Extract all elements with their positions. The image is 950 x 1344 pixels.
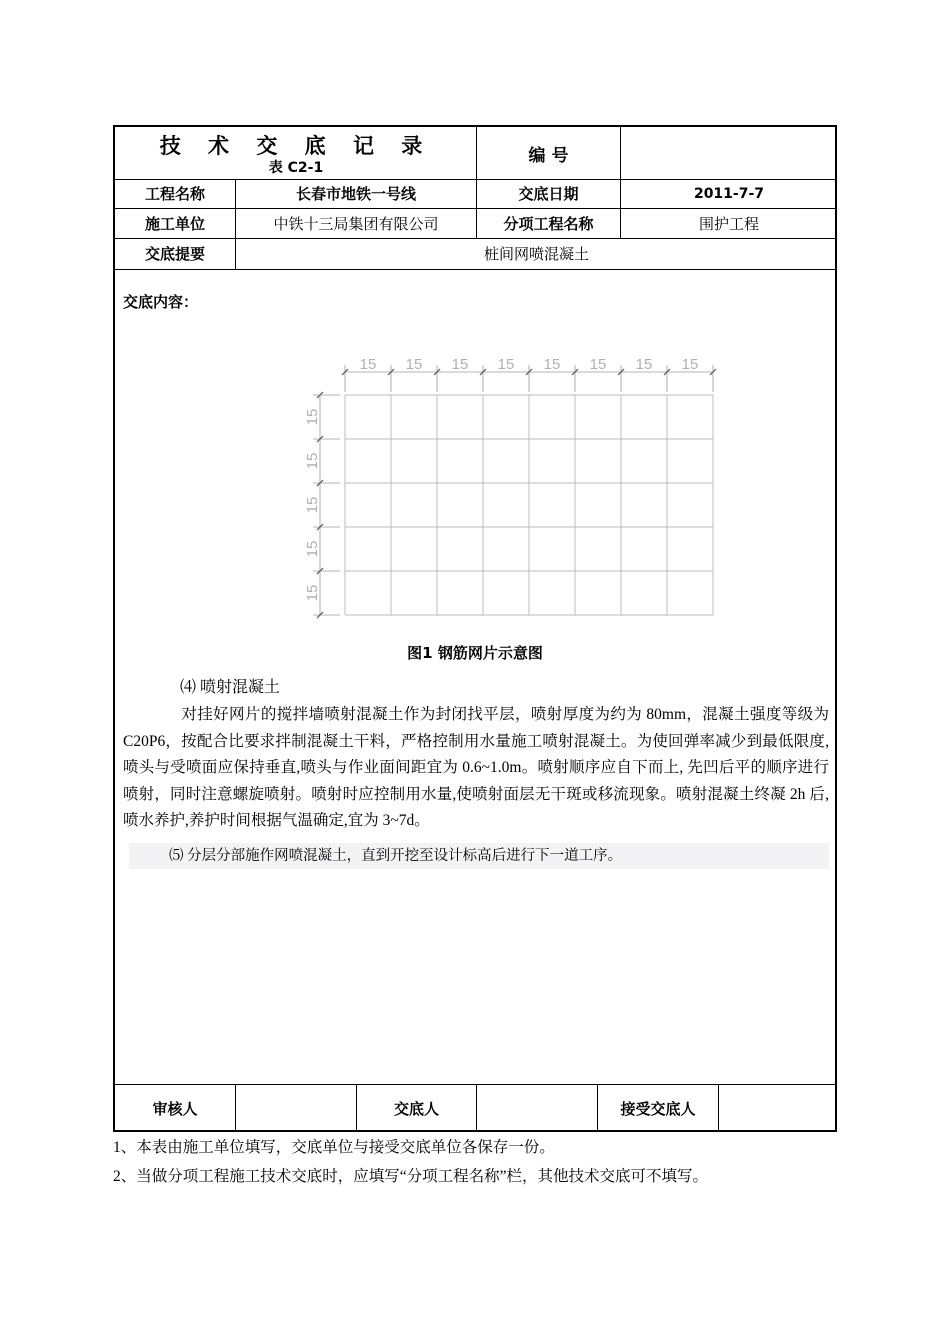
section-4-title: ⑷ 喷射混凝土	[180, 679, 281, 696]
number-label: 编 号	[528, 145, 569, 166]
discloser-label: 交底人	[393, 1099, 439, 1118]
date-value: 2011-7-7	[693, 185, 765, 202]
reviewer-label: 审核人	[152, 1099, 198, 1118]
summary-label: 交底提要	[144, 245, 205, 263]
section-5-item: ⑸ 分层分部施作网喷混凝土，直到开挖至设计标高后进行下一道工序。	[129, 843, 829, 869]
rebar-mesh-diagram	[300, 352, 720, 622]
footnote-1: 1、本表由施工单位填写，交底单位与接受交底单位各保存一份。	[113, 1139, 555, 1156]
title-block	[115, 127, 476, 179]
summary-value: 桩间网喷混凝土	[483, 245, 589, 263]
project-name-label: 工程名称	[144, 185, 205, 203]
subproject-label: 分项工程名称	[503, 214, 594, 233]
number-field[interactable]	[621, 127, 837, 179]
footnotes	[113, 1133, 708, 1191]
contractor-value: 中铁十三局集团有限公司	[273, 214, 439, 233]
subproject-value: 围护工程	[698, 214, 759, 233]
top-dimension-label: 15	[681, 356, 699, 373]
top-dimension-label: 15	[405, 356, 423, 373]
row-divider	[115, 269, 835, 270]
left-dimension-label: 15	[304, 584, 321, 602]
date-label: 交底日期	[518, 185, 579, 203]
top-dimension-label: 15	[359, 356, 377, 373]
left-dimension-label: 15	[304, 496, 321, 514]
left-dimension-label: 15	[304, 408, 321, 426]
left-dimension-label: 15	[304, 452, 321, 470]
receiver-label: 接受交底人	[620, 1099, 696, 1118]
section-4-text: 对挂好网片的搅拌墙喷射混凝土作为封闭找平层，喷射厚度为约为 80mm，混凝土强度等级为 C20P6，按配合比要求拌制混凝土干料，严格控制用水量施工喷射混凝土。为使回弹率减少到最低限度,喷头与受喷面应保持垂直,喷头与作业面间距宜为 0.6~1.0m。喷射顺序应自下而上, 先凹后平的顺序进行喷射，同时注意螺旋喷射。喷射时应控制用水量,使喷射面层无干斑或移流现象。喷射混凝土终凝 2h 后,喷水养护,养护时间根据气温确定,宜为 3~7d。	[123, 706, 829, 829]
form-title: 技 术 交 底 记 录	[159, 134, 433, 158]
figure-caption: 图1 钢筋网片示意图	[407, 644, 543, 662]
rebar-mesh-figure	[300, 352, 720, 626]
contractor-label: 施工单位	[144, 214, 205, 233]
disclosure-form	[113, 125, 837, 1132]
section-4-paragraph	[123, 702, 829, 835]
top-dimension-label: 15	[589, 356, 607, 373]
top-dimension-label: 15	[497, 356, 515, 373]
top-dimension-label: 15	[635, 356, 653, 373]
top-dimension-label: 15	[451, 356, 469, 373]
content-label: 交底内容：	[123, 293, 199, 311]
discloser-field[interactable]	[477, 1084, 597, 1132]
top-dimension-label: 15	[543, 356, 561, 373]
form-code: 表 C2-1	[268, 160, 324, 176]
receiver-field[interactable]	[719, 1084, 837, 1132]
left-dimension-label: 15	[304, 540, 321, 558]
reviewer-field[interactable]	[236, 1084, 356, 1132]
project-name-value: 长春市地铁一号线	[295, 185, 416, 203]
footnote-2: 2、当做分项工程施工技术交底时，应填写“分项工程名称”栏，其他技术交底可不填写。	[113, 1168, 709, 1185]
